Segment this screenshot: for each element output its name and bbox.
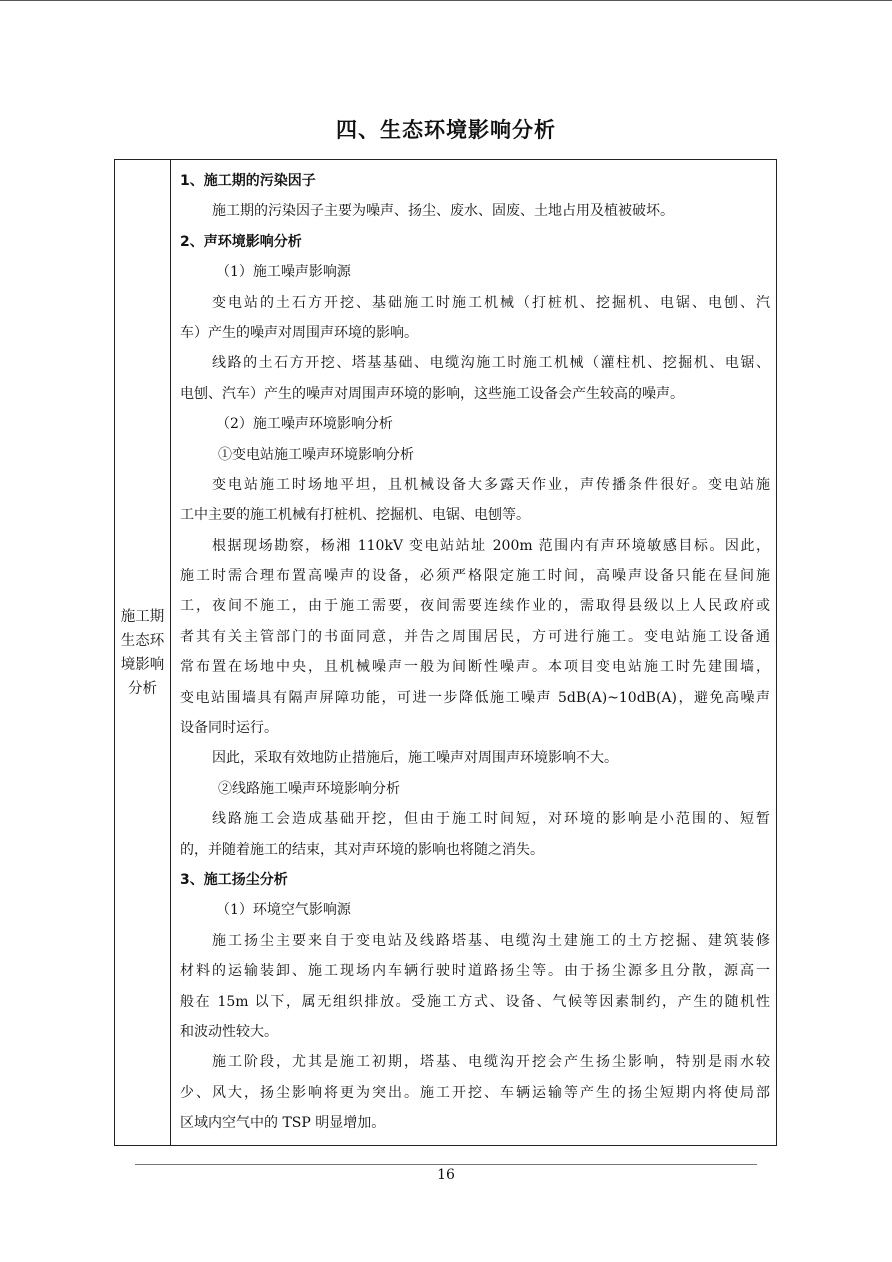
paragraph-line: 的，并随着施工的结束，其对声环境的影响也将随之消失。 [180,841,544,858]
paragraph-line: 车）产生的噪声对周围声环境的影响。 [180,324,418,341]
paragraph-line: 线路的土石方开挖、塔基基础、电缆沟施工时施工机械（灌柱机、挖掘机、电锯、 [212,355,770,372]
paragraph-line: 施工扬尘主要来自于变电站及线路塔基、电缆沟土建施工的土方挖掘、建筑装修 [212,932,770,949]
subheading: （1）环境空气影响源 [216,902,351,919]
section-label-line: 分析 [128,680,157,697]
paragraph-line: 般在 15m 以下，属无组织排放。受施工方式、设备、气候等因素制约，产生的随机性 [180,993,770,1010]
paragraph-line: 和波动性较大。 [180,1023,278,1040]
section-heading: 2、声环境影响分析 [180,233,302,250]
paragraph-line: 材料的运输装卸、施工现场内车辆行驶时道路扬尘等。由于扬尘源多且分散，源高一 [180,963,770,980]
footer-divider [135,1164,757,1165]
subheading: ①变电站施工噪声环境影响分析 [218,446,414,463]
section-label [119,605,167,701]
section-label-cell [115,160,171,1145]
paragraph-line: 因此，采取有效地防止措施后，施工噪声对周围声环境影响不大。 [212,750,618,767]
paragraph-line: 线路施工会造成基础开挖，但由于施工时间短，对环境的影响是小范围的、短暂 [212,811,770,828]
paragraph-line: 者其有关主管部门的书面同意，并告之周围居民，方可进行施工。变电站施工设备通 [180,628,770,645]
section-heading: 1、施工期的污染因子 [180,173,316,189]
paragraph-line: 根据现场勘察，杨湘 110kV 变电站站址 200m 范围内有声环境敏感目标。因此， [212,537,770,554]
paragraph-line: 电刨、汽车）产生的噪声对周围声环境的影响，这些施工设备会产生较高的噪声。 [180,385,684,402]
content-table [114,159,777,1146]
paragraph-line: 施工时需合理布置高噪声的设备，必须严格限定施工时间，高噪声设备只能在昼间施 [180,568,770,585]
subheading: ②线路施工噪声环境影响分析 [218,780,400,797]
paragraph-line: 少、风大，扬尘影响将更为突出。施工开挖、车辆运输等产生的扬尘短期内将使局部 [180,1084,770,1101]
section-heading: 3、施工扬尘分析 [180,871,288,888]
section-label-line: 施工期 [120,608,165,625]
paragraph-line: 区域内空气中的 TSP 明显增加。 [180,1115,386,1132]
paragraph-line: 常布置在场地中央，且机械噪声一般为间断性噪声。本项目变电站施工时先建围墙， [180,659,770,676]
paragraph-line: 变电站的土石方开挖、基础施工时施工机械（打桩机、挖掘机、电锯、电刨、汽 [212,294,770,311]
section-label-line: 境影响 [120,656,165,673]
section-label-line: 生态环 [120,632,165,649]
page-title: 四、生态环境影响分析 [336,118,556,142]
paragraph-line: 施工期的污染因子主要为噪声、扬尘、废水、固废、土地占用及植被破坏。 [212,203,674,220]
paragraph-line: 变电站围墙具有隔声屏障功能，可进一步降低施工噪声 5dB(A)~10dB(A)，避免高噪声 [180,689,770,706]
top-border-line [0,0,892,1]
section-body [172,160,776,1145]
subheading: （1）施工噪声影响源 [216,264,351,281]
paragraph-line: 施工阶段，尤其是施工初期，塔基、电缆沟开挖会产生扬尘影响，特别是雨水较 [212,1054,770,1071]
subheading: （2）施工噪声环境影响分析 [216,416,393,433]
paragraph-line: 变电站施工时场地平坦，且机械设备大多露天作业，声传播条件很好。变电站施 [212,476,770,493]
paragraph-line: 工，夜间不施工，由于施工需要，夜间需要连续作业的，需取得县级以上人民政府或 [180,598,770,615]
paragraph-line: 工中主要的施工机械有打桩机、挖掘机、电锯、电刨等。 [180,507,530,524]
paragraph-line: 设备同时运行。 [180,720,278,737]
page-number: 16 [437,1167,455,1183]
